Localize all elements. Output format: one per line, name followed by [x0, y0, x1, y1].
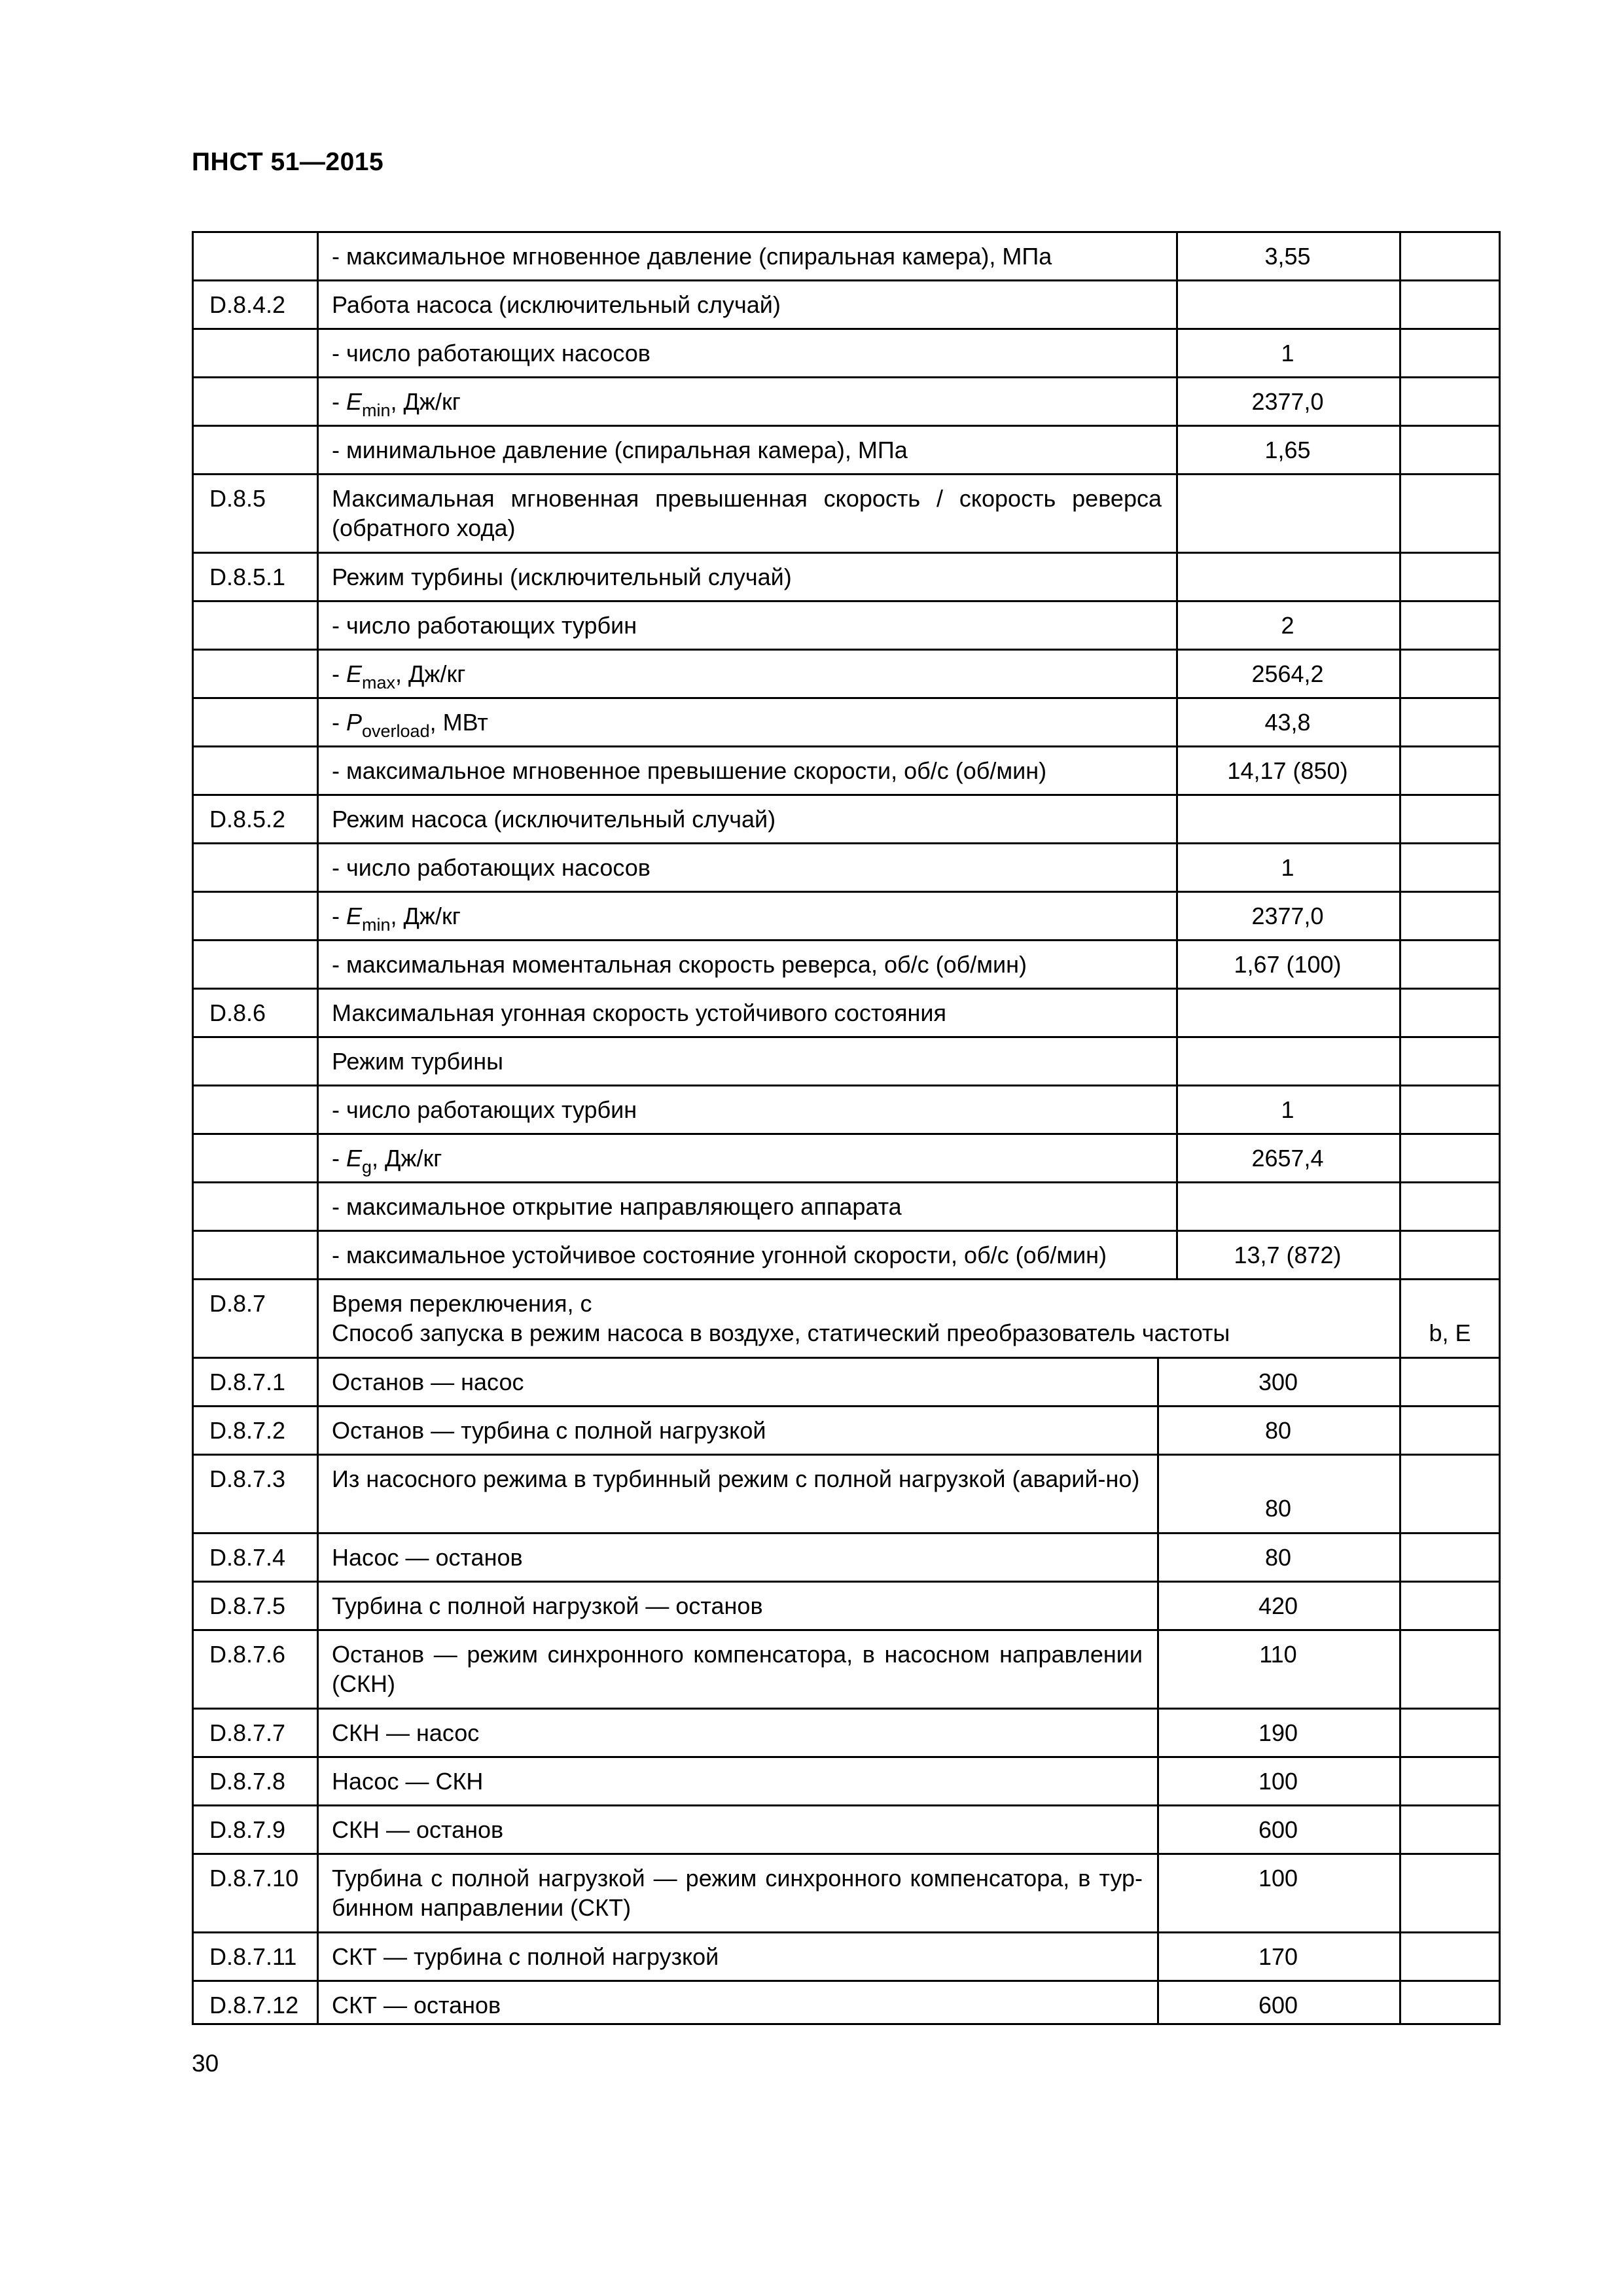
- row-value: 1: [1281, 854, 1294, 881]
- row-number: [192, 1230, 317, 1240]
- row-number: [192, 1133, 317, 1143]
- row-value: 300: [1258, 1369, 1298, 1395]
- row-parameter: СКН — насос: [332, 1719, 480, 1746]
- row-number: D.8.7.2: [209, 1417, 286, 1444]
- text-prefix: -: [332, 1145, 346, 1172]
- row-parameter: СКТ — останов: [332, 1992, 501, 2018]
- text-suffix: , Дж/кг: [372, 1145, 442, 1172]
- row-note: [1399, 939, 1501, 950]
- row-number: D.8.7.8: [209, 1768, 286, 1795]
- row-number: D.8.7.1: [209, 1369, 286, 1395]
- text-prefix: -: [332, 660, 346, 687]
- row-parameter: СКТ — турбина с полной нагрузкой: [332, 1943, 719, 1970]
- row-parameter: Режим турбины (исключительный случай): [332, 564, 792, 590]
- row-note: [1399, 1581, 1501, 1591]
- row-number: [192, 231, 317, 242]
- row-note: [1399, 988, 1501, 998]
- page-number: 30: [192, 2050, 219, 2077]
- row-parameter: Останов — режим синхронного компенсатора, в насосном направлении (СКН): [332, 1641, 1143, 1697]
- row-value: 80: [1264, 1544, 1292, 1571]
- row-number: [192, 328, 317, 338]
- row-value: 1,65: [1264, 437, 1311, 463]
- row-parameter: - число работающих турбин: [332, 1096, 637, 1123]
- row-note: [1399, 1405, 1501, 1416]
- row-parameter: Турбина с полной нагрузкой — режим синхронного компенсатора, в тур-бинном направлении (СКТ): [332, 1865, 1143, 1921]
- symbol: E: [346, 1145, 363, 1172]
- row-note: [1399, 231, 1501, 242]
- text-suffix: , Дж/кг: [395, 660, 466, 687]
- table-rule: [192, 2023, 1501, 2025]
- row-value: [1176, 552, 1399, 562]
- subscript: overload: [362, 721, 430, 741]
- row-number: [192, 1181, 317, 1192]
- row-number: [192, 649, 317, 659]
- row-parameter: [317, 376, 1176, 420]
- row-parameter: [317, 649, 1176, 692]
- row-number: [192, 745, 317, 756]
- row-number: D.8.7: [209, 1290, 266, 1317]
- row-note: [1399, 1357, 1501, 1367]
- subscript: g: [362, 1157, 372, 1177]
- row-parameter: СКН — останов: [332, 1816, 504, 1843]
- row-value: 2: [1281, 612, 1294, 639]
- row-note: [1399, 1708, 1501, 1718]
- row-value: 1: [1281, 1096, 1294, 1123]
- row-note: [1399, 649, 1501, 659]
- row-parameter: - максимальная моментальная скорость реверса, об/с (об/мин): [332, 951, 1027, 978]
- row-parameter: Максимальная мгновенная превышенная скорость / скорость реверса (обратного хода): [332, 485, 1162, 541]
- row-value: 80: [1264, 1417, 1292, 1444]
- row-number: [192, 600, 317, 611]
- symbol: E: [346, 660, 363, 687]
- row-value: 2564,2: [1251, 660, 1324, 687]
- row-note: [1399, 842, 1501, 853]
- row-note: [1399, 1133, 1501, 1143]
- row-note: [1399, 425, 1501, 435]
- row-note: [1399, 328, 1501, 338]
- row-parameter: - максимальное устойчивое состояние угонной скорости, об/с (об/мин): [332, 1242, 1107, 1268]
- row-note: [1399, 600, 1501, 611]
- text-suffix: , Дж/кг: [390, 388, 461, 415]
- row-number: D.8.7.4: [209, 1544, 286, 1571]
- row-note: [1399, 1804, 1501, 1815]
- row-value: [1176, 794, 1399, 804]
- subscript: min: [362, 915, 391, 935]
- row-value: 2377,0: [1251, 903, 1324, 929]
- row-number: D.8.5.1: [209, 564, 286, 590]
- row-number: D.8.7.3: [209, 1465, 286, 1492]
- row-note: [1399, 1756, 1501, 1767]
- symbol: E: [346, 388, 363, 415]
- row-note: [1399, 745, 1501, 756]
- row-value: 80: [1264, 1495, 1292, 1522]
- row-number: D.8.7.9: [209, 1816, 286, 1843]
- row-value: 420: [1258, 1592, 1298, 1619]
- row-value: [1176, 1036, 1399, 1047]
- row-number: [192, 891, 317, 901]
- text-suffix: , Дж/кг: [390, 903, 461, 929]
- row-value: 100: [1258, 1768, 1298, 1795]
- row-parameter: - число работающих насосов: [332, 854, 651, 881]
- row-parameter: - максимальное мгновенное превышение скорости, об/с (об/мин): [332, 757, 1047, 784]
- row-value: 1: [1281, 340, 1294, 367]
- row-note: [1399, 376, 1501, 387]
- row-parameter: [317, 697, 1176, 741]
- row-number: [192, 939, 317, 950]
- row-value: 2377,0: [1251, 388, 1324, 415]
- row-note: [1399, 1980, 1501, 1990]
- row-parameter: Турбина с полной нагрузкой — останов: [332, 1592, 763, 1619]
- row-parameter: Режим турбины: [332, 1048, 503, 1075]
- row-note: [1399, 1085, 1501, 1095]
- row-number: D.8.6: [209, 999, 266, 1026]
- row-parameter: Насос — СКН: [332, 1768, 484, 1795]
- row-value: 3,55: [1264, 243, 1311, 270]
- subscript: min: [362, 401, 391, 420]
- row-number: D.8.7.7: [209, 1719, 286, 1746]
- row-number: D.8.5.2: [209, 806, 286, 833]
- row-parameter: [317, 1133, 1176, 1177]
- row-note: [1399, 279, 1501, 290]
- row-number: D.8.4.2: [209, 291, 286, 318]
- row-value: 100: [1258, 1865, 1298, 1892]
- row-number: D.8.7.11: [209, 1943, 297, 1970]
- specification-table: [192, 231, 1501, 2025]
- symbol: E: [346, 903, 363, 929]
- row-parameter: Режим насоса (исключительный случай): [332, 806, 776, 833]
- row-number: D.8.7.10: [209, 1865, 299, 1892]
- switching-time-heading: Время переключения, с: [332, 1290, 592, 1317]
- row-parameter: - минимальное давление (спиральная камера), МПа: [332, 437, 908, 463]
- row-value: 43,8: [1264, 709, 1311, 736]
- row-parameter: Останов — насос: [332, 1369, 524, 1395]
- row-number: [192, 1036, 317, 1047]
- row-value: 600: [1258, 1816, 1298, 1843]
- row-value: [1176, 1181, 1399, 1192]
- row-note: b, E: [1429, 1319, 1471, 1346]
- symbol: P: [346, 709, 363, 736]
- row-value: 190: [1258, 1719, 1298, 1746]
- row-parameter: Останов — турбина с полной нагрузкой: [332, 1417, 766, 1444]
- row-value: 600: [1258, 1992, 1298, 2018]
- document-designation: ПНСТ 51—2015: [192, 148, 384, 176]
- row-parameter: Работа насоса (исключительный случай): [332, 291, 781, 318]
- row-value: [1176, 473, 1399, 484]
- row-value: 2657,4: [1251, 1145, 1324, 1172]
- row-note: [1399, 552, 1501, 562]
- row-number: [192, 376, 317, 387]
- row-parameter: [317, 891, 1176, 935]
- row-value: [1176, 988, 1399, 998]
- row-note: [1399, 1454, 1501, 1464]
- row-note: [1399, 1931, 1501, 1942]
- row-note: [1399, 891, 1501, 901]
- pump-start-method: Способ запуска в режим насоса в воздухе, статический преобразователь частоты: [332, 1319, 1230, 1346]
- row-value: 1,67 (100): [1234, 951, 1342, 978]
- row-value: 13,7 (872): [1234, 1242, 1342, 1268]
- row-note: [1399, 1036, 1501, 1047]
- row-parameter: - максимальное мгновенное давление (спиральная камера), МПа: [332, 243, 1052, 270]
- row-note: [1399, 473, 1501, 484]
- row-note: [1399, 1532, 1501, 1543]
- row-number: [192, 842, 317, 853]
- row-number: D.8.7.6: [209, 1641, 286, 1668]
- text-prefix: -: [332, 388, 346, 415]
- row-number: [192, 425, 317, 435]
- row-parameter: Максимальная угонная скорость устойчивого состояния: [332, 999, 947, 1026]
- text-prefix: -: [332, 903, 346, 929]
- row-value: 14,17 (850): [1227, 757, 1348, 784]
- row-parameter: Из насосного режима в турбинный режим с полной нагрузкой (аварий-но): [332, 1465, 1140, 1492]
- row-number: [192, 697, 317, 708]
- row-note: [1399, 697, 1501, 708]
- row-note: [1399, 1629, 1501, 1640]
- row-number: [192, 1085, 317, 1095]
- row-parameter: Насос — останов: [332, 1544, 523, 1571]
- row-parameter: - максимальное открытие направляющего аппарата: [332, 1193, 902, 1220]
- row-parameter: - число работающих насосов: [332, 340, 651, 367]
- row-number: D.8.5: [209, 485, 266, 512]
- row-number: D.8.7.12: [209, 1992, 299, 2018]
- row-note: [1399, 1853, 1501, 1863]
- row-note: [1399, 1181, 1501, 1192]
- row-note: [1399, 794, 1501, 804]
- row-note: [1399, 1230, 1501, 1240]
- row-value: 170: [1258, 1943, 1298, 1970]
- row-parameter: [317, 1278, 1413, 1348]
- row-value: 110: [1259, 1641, 1297, 1668]
- subscript: max: [362, 673, 396, 692]
- text-suffix: , МВт: [429, 709, 488, 736]
- row-number: D.8.7.5: [209, 1592, 286, 1619]
- row-value: [1176, 279, 1399, 290]
- row-parameter: - число работающих турбин: [332, 612, 637, 639]
- text-prefix: -: [332, 709, 346, 736]
